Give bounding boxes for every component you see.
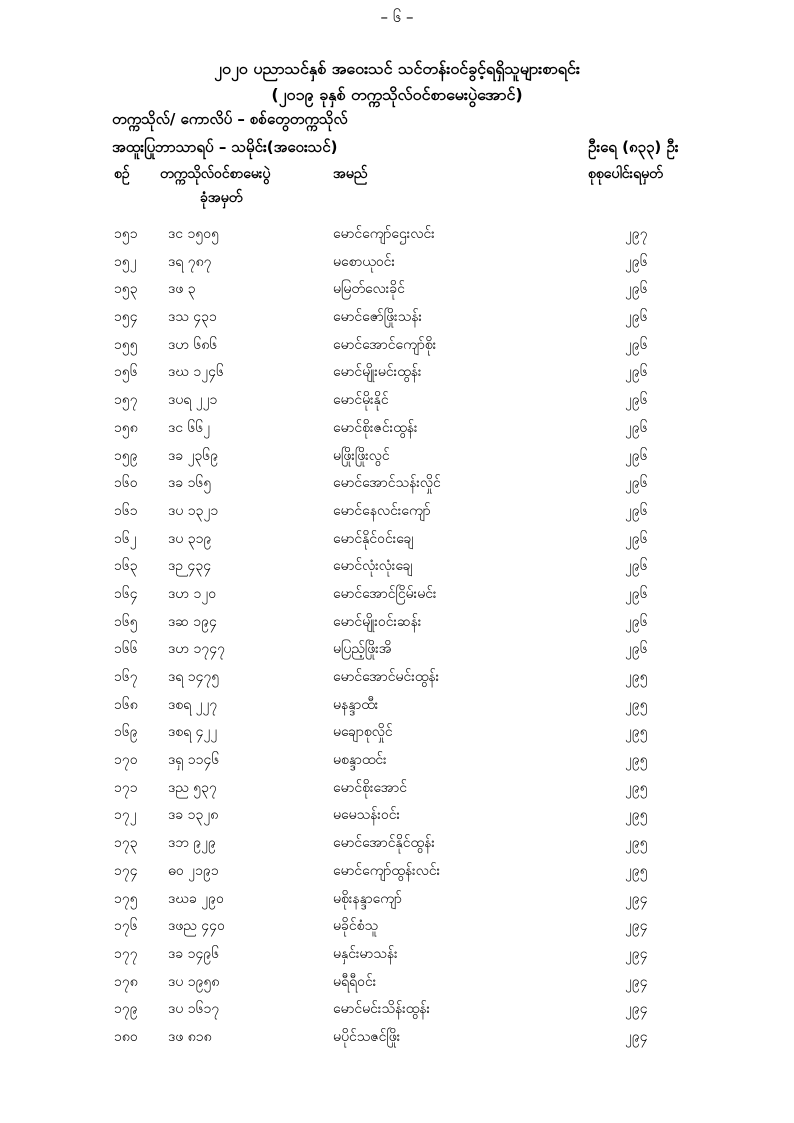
total-mark: ၂၉၄ <box>625 1028 648 1045</box>
student-name: မမြတ်လေးခိုင် <box>333 281 405 298</box>
row-number: ၁၇၃ <box>114 835 138 852</box>
table-row <box>0 252 794 280</box>
table-row <box>0 612 794 640</box>
total-mark: ၂၉၄ <box>625 973 648 990</box>
student-name: မောင်စိုးအောင် <box>333 779 407 796</box>
row-number: ၁၇၉ <box>114 1001 138 1018</box>
row-number: ၁၅၃ <box>114 281 138 298</box>
total-mark: ၂၉၅ <box>625 835 648 852</box>
student-name: မပိုင်သဇင်ဖြိုး <box>333 1028 401 1045</box>
row-number: ၁၇၈ <box>114 973 138 990</box>
student-name: မောင်အောင်မင်းထွန်း <box>333 669 440 685</box>
student-name: မပြည့်ဖြိုးအိ <box>333 641 392 658</box>
table-row <box>0 944 794 972</box>
student-name: မောင်ကျော်ထွန်းလင်း <box>333 862 441 879</box>
table-row <box>0 501 794 529</box>
row-number: ၁၅၉ <box>114 447 138 464</box>
roll-number: ဒဆ ၁၉၄ <box>168 613 217 630</box>
total-mark: ၂၉၆ <box>625 613 648 630</box>
roll-number: ဒရ ၁၄၇၅ <box>168 669 220 685</box>
roll-number: ဒပ ၃၁၉ <box>168 530 212 547</box>
student-name: မောင်လုံးလုံးချေ <box>333 558 413 575</box>
student-name: မောင်ဇော်ဖြိုးသန်း <box>333 309 423 326</box>
roll-number: ဒဟ ၆၈၆ <box>168 336 218 353</box>
row-number: ၁၅၆ <box>114 364 138 381</box>
row-number: ၁၆၉ <box>114 724 138 741</box>
row-number: ၁၆၅ <box>114 613 138 630</box>
row-number: ၁၆၁ <box>114 502 138 519</box>
total-mark: ၂၉၅ <box>625 669 648 685</box>
roll-number: ဒပ ၁၆၁၇ <box>168 1001 220 1018</box>
table-row <box>0 279 794 307</box>
student-name: မခိုင်စံသူ <box>333 918 379 935</box>
table-row <box>0 224 794 252</box>
student-name: မရီရီဝင်း <box>333 973 377 990</box>
row-number: ၁၈၀ <box>114 1028 138 1045</box>
total-mark: ၂၉၆ <box>625 641 648 658</box>
table-row <box>0 1027 794 1055</box>
table-row <box>0 446 794 474</box>
table-row <box>0 833 794 861</box>
roll-number: ဒသ ၄၃၁ <box>168 309 217 326</box>
table-row <box>0 473 794 501</box>
student-name: မနှင်းမာသန်း <box>333 945 398 962</box>
total-mark: ၂၉၆ <box>625 419 648 436</box>
total-mark: ၂၉၆ <box>625 530 648 547</box>
header-no: စဉ် <box>114 166 130 182</box>
roll-number: ဒရ ၇၈၇ <box>168 253 212 270</box>
row-number: ၁၆၂ <box>114 530 137 547</box>
student-name: မောင်အောင်ကျော်စိုး <box>333 336 437 353</box>
header-roll-line2: ခုံအမှတ် <box>200 190 243 206</box>
student-name: မောင်နိုင်ဝင်းချေ <box>333 530 414 547</box>
row-number: ၁၅၂ <box>114 253 137 270</box>
row-number: ၁၇၂ <box>114 807 137 824</box>
student-name: မနန္ဒာထီး <box>333 696 379 713</box>
student-name: မောင်မင်းသိန်းထွန်း <box>333 1001 431 1018</box>
row-number: ၁၅၄ <box>114 309 138 326</box>
student-name: မစန္ဒာထင်း <box>333 752 387 769</box>
table-row <box>0 750 794 778</box>
roll-number: ဒဖည ၄၄၀ <box>168 918 225 935</box>
table-row <box>0 307 794 335</box>
document-subtitle: (၂၀၁၉ ခုနှစ် တက္ကသိုလ်ဝင်စာမေးပွဲအောင်) <box>271 85 523 104</box>
student-name: မောင်အောင်သန်းလှိုင် <box>333 475 441 492</box>
roll-number: ဒစရ ၄၂၂ <box>168 724 218 741</box>
row-number: ၁၇၀ <box>114 752 138 769</box>
document-title: ၂၀၂၀ ပညာသင်နှစ် အဝေးသင် သင်တန်းဝင်ခွင့်ရရှိသူများစာရင်း <box>214 59 580 78</box>
roll-number: ဒဃ ၁၂၄၆ <box>168 364 224 381</box>
row-number: ၁၇၁ <box>114 779 138 796</box>
student-name: မစောယုဝင်း <box>333 253 396 270</box>
total-mark: ၂၉၄ <box>625 918 648 935</box>
roll-number: ဒဉ ၄၃၄ <box>168 558 212 575</box>
student-name: မောင်ကျော်ဌေးလင်း <box>333 226 435 242</box>
roll-number: ဒရှ ၁၁၄၆ <box>168 752 220 769</box>
roll-number: ဒဖ ၃ <box>168 281 196 298</box>
table-row <box>0 722 794 750</box>
student-name: မချောစုလှိုင် <box>333 724 393 741</box>
total-mark: ၂၉၄ <box>625 890 648 907</box>
roll-number: ဒဘ ၉၂၉ <box>168 835 216 852</box>
total-mark: ၂၉၆ <box>625 309 648 326</box>
roll-number: ဒခ ၁၃၂၈ <box>168 807 219 824</box>
roll-number: ဒခ ၁၄၉၆ <box>168 945 220 962</box>
total-mark: ၂၉၆ <box>625 281 648 298</box>
row-number: ၁၆၈ <box>114 696 138 713</box>
row-number: ၁၅၇ <box>114 392 138 409</box>
table-row <box>0 805 794 833</box>
row-number: ၁၇၇ <box>114 945 138 962</box>
table-row <box>0 861 794 889</box>
student-name: မောင်အောင်နိုင်ထွန်း <box>333 835 435 852</box>
total-mark: ၂၉၅ <box>625 696 648 713</box>
row-number: ၁၆၄ <box>114 585 138 602</box>
roll-number: ဓဝ ၂၁၉၁ <box>168 862 219 879</box>
header-roll: တက္ကသိုလ်ဝင်စာမေးပွဲ <box>160 166 271 182</box>
total-mark: ၂၉၆ <box>625 447 648 464</box>
roll-number: ဒပရ ၂၂၁ <box>168 392 218 409</box>
table-row <box>0 529 794 557</box>
student-name: မမေသန်းဝင်း <box>333 807 401 824</box>
total-mark: ၂၉၆ <box>625 253 648 270</box>
subject-line: အထူးပြုဘာသာရပ် – သမိုင်း(အဝေးသင်) <box>112 138 338 156</box>
roll-number: ဒဖ ၈၁၈ <box>168 1028 212 1045</box>
row-number: ၁၆၀ <box>114 475 138 492</box>
table-row <box>0 889 794 917</box>
row-number: ၁၇၅ <box>114 890 138 907</box>
student-name: မစိုးနန္ဒာကျော် <box>333 890 402 907</box>
table-row <box>0 335 794 363</box>
roll-number: ဒခ ၂၃၆၉ <box>168 447 219 464</box>
student-name: မောင်မျိုးမင်းထွန်း <box>333 364 422 381</box>
total-mark: ၂၉၆ <box>625 585 648 602</box>
student-list <box>0 224 794 1055</box>
page-number: – ၆ – <box>380 8 414 26</box>
total-mark: ၂၉၄ <box>625 1001 648 1018</box>
roll-number: ဒဟ ၁၂၀ <box>168 585 217 602</box>
roll-number: ဒပ ၁၃၂၁ <box>168 502 219 519</box>
total-mark: ၂၉၆ <box>625 392 648 409</box>
total-mark: ၂၉၅ <box>625 724 648 741</box>
total-mark: ၂၉၆ <box>625 558 648 575</box>
row-number: ၁၆၇ <box>114 669 138 685</box>
row-number: ၁၇၄ <box>114 862 138 879</box>
student-name: မောင်မျိုးဝင်းဆန်း <box>333 613 422 630</box>
total-mark: ၂၉၅ <box>625 807 648 824</box>
total-mark: ၂၉၆ <box>625 364 648 381</box>
total-mark: ၂၉၄ <box>625 945 648 962</box>
table-row <box>0 667 794 695</box>
table-row <box>0 584 794 612</box>
student-name: မောင်မိုးနိုင် <box>333 392 389 409</box>
roll-number: ဒစရ ၂၂၇ <box>168 696 218 713</box>
roll-number: ဒပ ၁၉၅၈ <box>168 973 220 990</box>
table-row <box>0 778 794 806</box>
table-row <box>0 639 794 667</box>
total-mark: ၂၉၇ <box>625 226 648 242</box>
student-name: မောင်စိုးဇင်းထွန်း <box>333 419 418 436</box>
roll-number: ဒဟ ၁၇၄၇ <box>168 641 225 658</box>
roll-number: ဒင ၁၅၀၅ <box>168 226 220 242</box>
university-line: တက္ကသိုလ်/ ကောလိပ် – စစ်တွေတက္ကသိုလ် <box>112 110 348 128</box>
total-mark: ၂၉၆ <box>625 336 648 353</box>
row-number: ၁၇၆ <box>114 918 138 935</box>
row-number: ၁၅၁ <box>114 226 138 242</box>
total-mark: ၂၉၅ <box>625 752 648 769</box>
student-name: မောင်အောင်ငြိမ်းမင်း <box>333 585 437 602</box>
total-mark: ၂၉၆ <box>625 475 648 492</box>
roll-number: ဒင ၆၆၂ <box>168 419 211 436</box>
roll-number: ဒခ ၁၆၅ <box>168 475 212 492</box>
table-row <box>0 418 794 446</box>
student-name: မောင်နေလင်းကျော် <box>333 502 431 519</box>
row-number: ၁၅၅ <box>114 336 138 353</box>
table-row <box>0 972 794 1000</box>
row-number: ၁၅၈ <box>114 419 138 436</box>
table-row <box>0 916 794 944</box>
table-row <box>0 362 794 390</box>
row-number: ၁၆၃ <box>114 558 138 575</box>
table-row <box>0 390 794 418</box>
total-count: ဦးရေ (၈၃၃) ဦး <box>588 138 679 156</box>
header-name: အမည် <box>333 166 368 182</box>
total-mark: ၂၉၅ <box>625 779 648 796</box>
table-row <box>0 999 794 1027</box>
roll-number: ဒည ၅၃၇ <box>168 779 217 796</box>
header-mark: စုစုပေါင်းရမှတ် <box>588 166 663 182</box>
student-name: မဖြိုးဖြိုးလွင် <box>333 447 390 464</box>
roll-number: ဒဃခ ၂၉၀ <box>168 890 224 907</box>
table-row <box>0 556 794 584</box>
table-row <box>0 695 794 723</box>
total-mark: ၂၉၆ <box>625 502 648 519</box>
total-mark: ၂၉၅ <box>625 862 648 879</box>
row-number: ၁၆၆ <box>114 641 138 658</box>
